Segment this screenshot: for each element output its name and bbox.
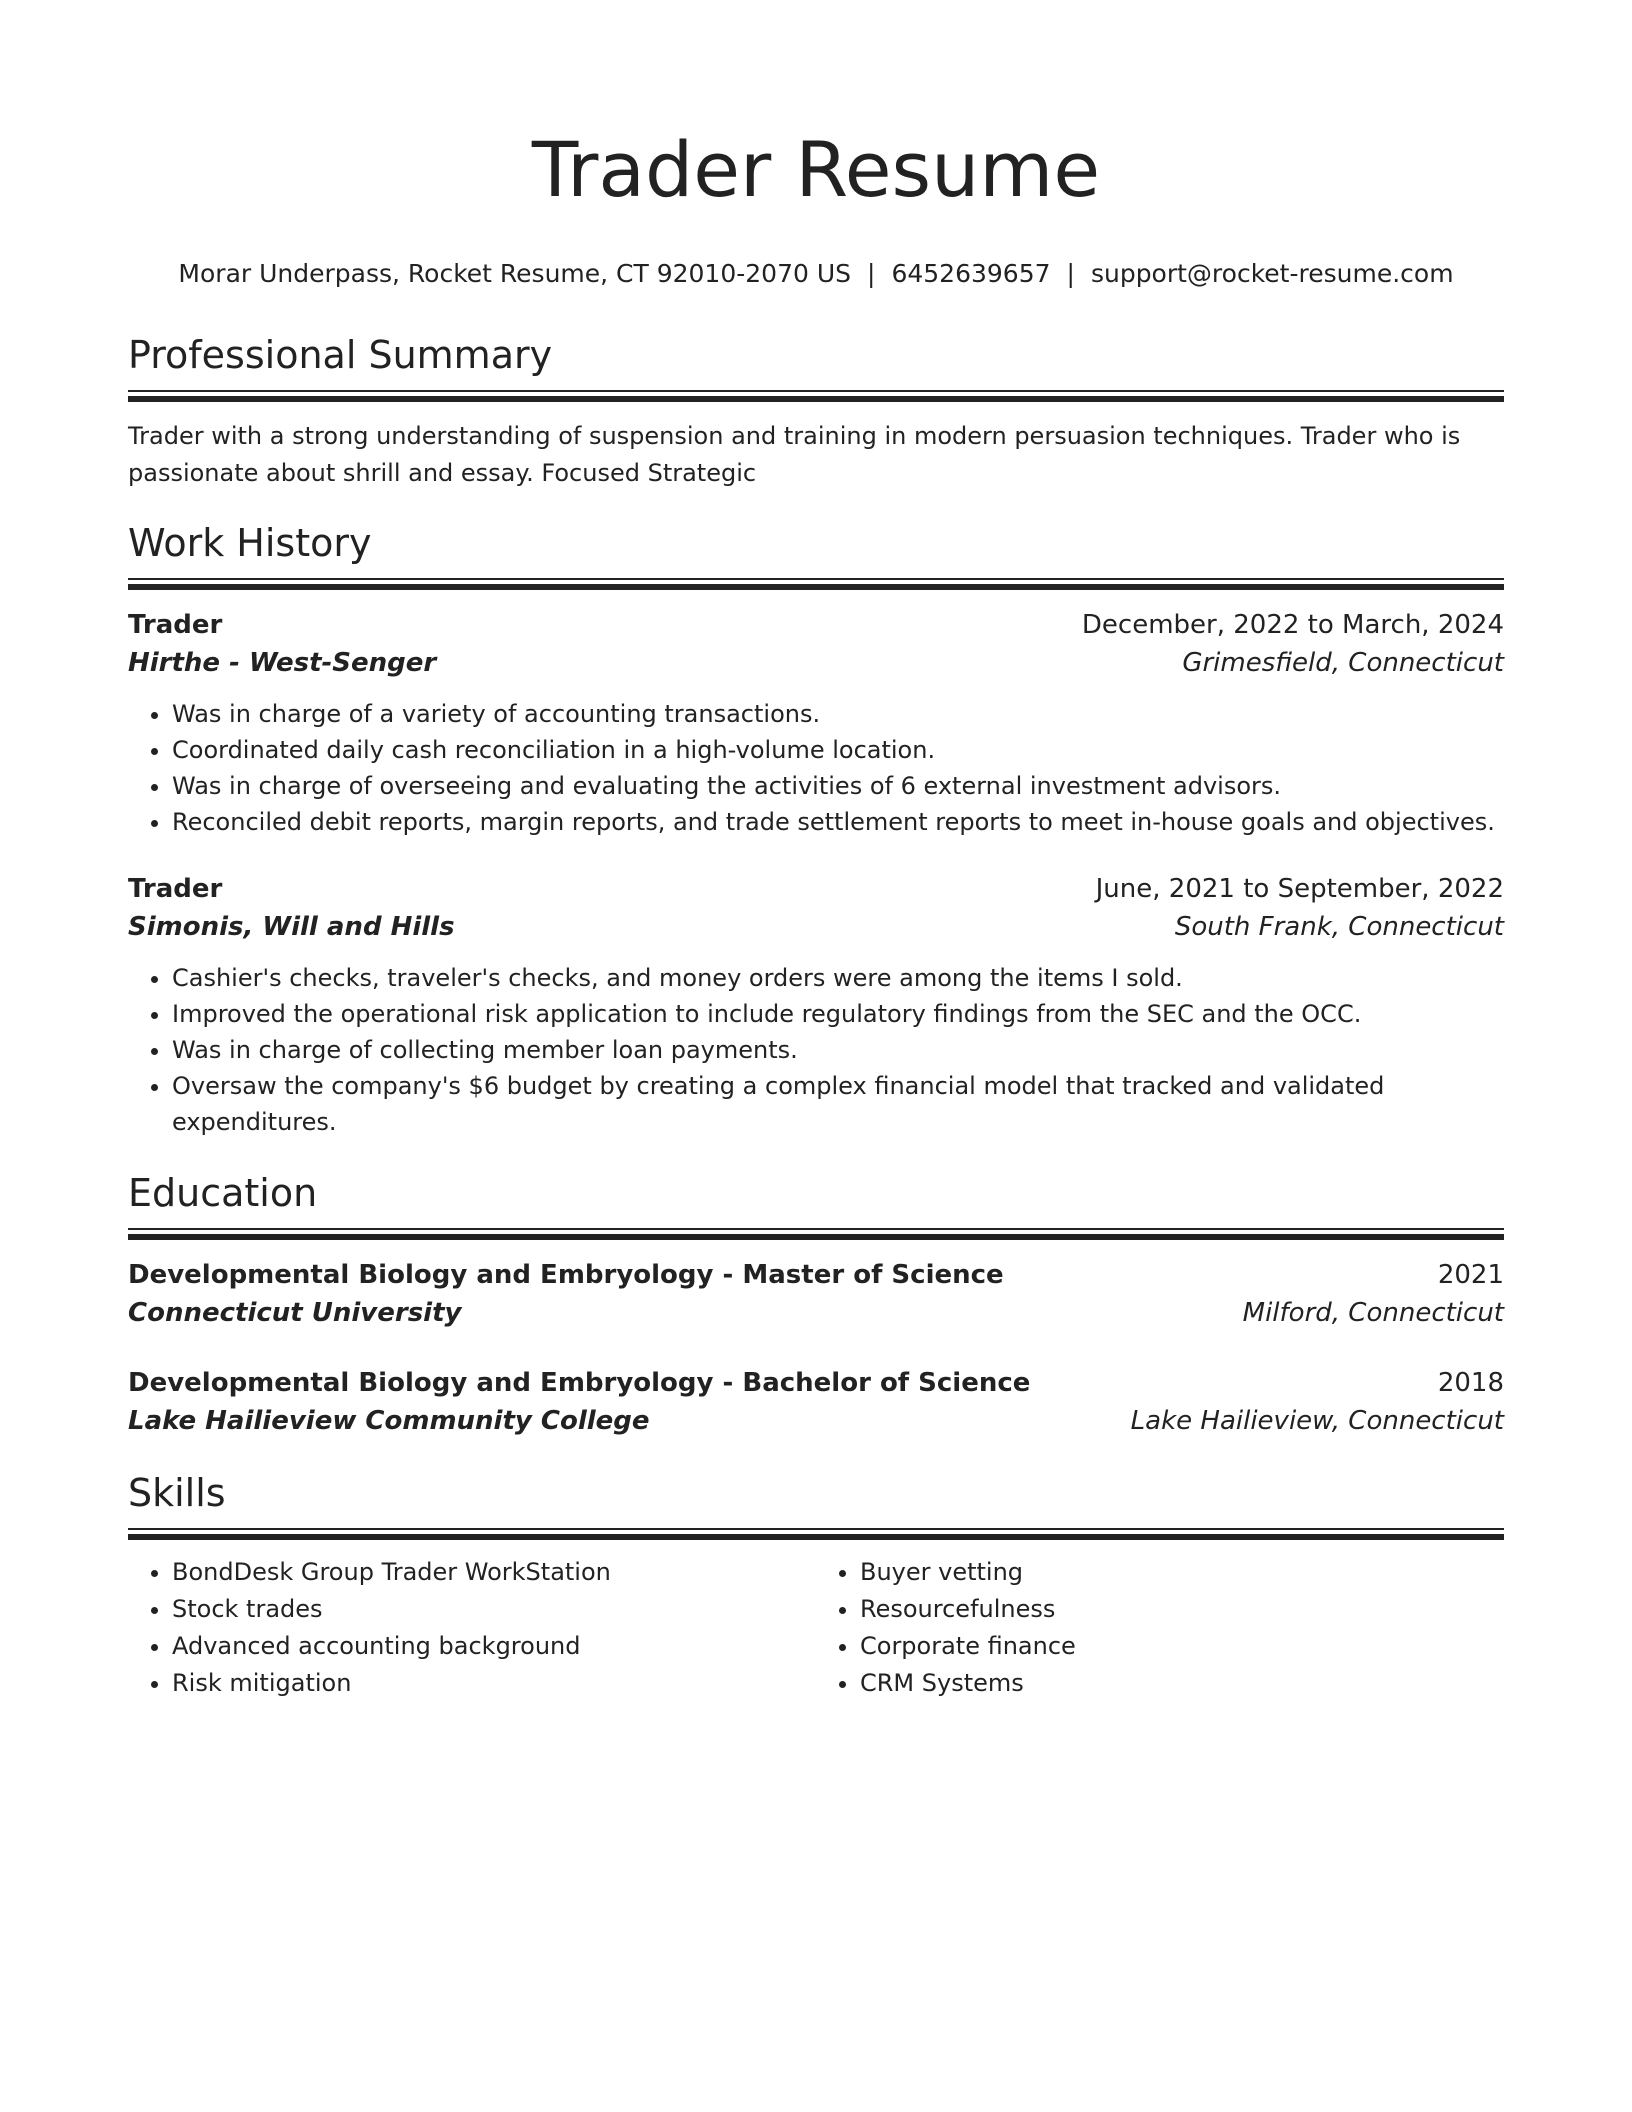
contact-address: Morar Underpass, Rocket Resume, CT 92010-2070 US (178, 259, 852, 288)
list-item: • Improved the operational risk application to include regulatory findings from the SEC and the OCC. (172, 996, 1504, 1032)
list-item: • CRM Systems (860, 1665, 1504, 1702)
education-degree: Developmental Biology and Embryology - Bachelor of Science (128, 1368, 1031, 1398)
job-header-row (128, 606, 1504, 644)
job-location: Grimesfield, Connecticut (1182, 648, 1504, 678)
list-item: • Stock trades (172, 1591, 816, 1628)
section-heading-skills: Skills (128, 1471, 226, 1515)
job-entry (128, 606, 1504, 840)
section-heading-work-history: Work History (128, 521, 372, 565)
education-location: Lake Hailieview, Connecticut (1130, 1406, 1504, 1436)
job-company: Hirthe - West-Senger (128, 648, 437, 678)
list-item: • Buyer vetting (860, 1554, 1504, 1591)
education-school-row (128, 1294, 1504, 1332)
skills-grid (128, 1554, 1504, 1702)
contact-separator: | (1066, 259, 1075, 288)
section-divider (128, 1228, 1504, 1240)
list-item: • Was in charge of overseeing and evaluating the activities of 6 external investment advisors. (172, 768, 1504, 804)
list-item: • Was in charge of a variety of accounting transactions. (172, 696, 1504, 732)
list-item: • Corporate finance (860, 1628, 1504, 1665)
list-item: • Reconciled debit reports, margin reports, and trade settlement reports to meet in-house goals and objectives. (172, 804, 1504, 840)
job-bullets (128, 960, 1504, 1140)
education-header-row (128, 1364, 1504, 1402)
education-entry (128, 1364, 1504, 1440)
education-school: Connecticut University (128, 1298, 462, 1328)
section-heading-education: Education (128, 1171, 318, 1215)
job-dates: June, 2021 to September, 2022 (1095, 874, 1504, 904)
education-year: 2021 (1437, 1260, 1504, 1290)
list-item: • Coordinated daily cash reconciliation in a high-volume location. (172, 732, 1504, 768)
job-entry (128, 870, 1504, 1140)
work-history-section (128, 518, 1504, 1140)
job-title: Trader (128, 874, 223, 904)
contact-line (128, 256, 1504, 292)
job-dates: December, 2022 to March, 2024 (1081, 610, 1504, 640)
job-title: Trader (128, 610, 223, 640)
skills-list-right (816, 1554, 1504, 1702)
job-company-row (128, 908, 1504, 946)
education-school: Lake Hailieview Community College (128, 1406, 650, 1436)
skills-section (128, 1468, 1504, 1702)
list-item: • Advanced accounting background (172, 1628, 816, 1665)
section-heading-summary: Professional Summary (128, 333, 553, 377)
education-header-row (128, 1256, 1504, 1294)
list-item: • Cashier's checks, traveler's checks, and money orders were among the items I sold. (172, 960, 1504, 996)
section-divider (128, 578, 1504, 590)
education-school-row (128, 1402, 1504, 1440)
contact-separator: | (867, 259, 876, 288)
skills-list-left (128, 1554, 816, 1702)
education-location: Milford, Connecticut (1242, 1298, 1504, 1328)
education-section (128, 1168, 1504, 1440)
list-item: • BondDesk Group Trader WorkStation (172, 1554, 816, 1591)
job-location: South Frank, Connecticut (1174, 912, 1504, 942)
section-divider (128, 1528, 1504, 1540)
summary-section (128, 330, 1504, 492)
list-item: • Was in charge of collecting member loan payments. (172, 1032, 1504, 1068)
job-company-row (128, 644, 1504, 682)
contact-email: support@rocket-resume.com (1090, 259, 1454, 288)
education-entry (128, 1256, 1504, 1332)
job-header-row (128, 870, 1504, 908)
section-divider (128, 390, 1504, 402)
job-company: Simonis, Will and Hills (128, 912, 455, 942)
job-bullets (128, 696, 1504, 840)
education-year: 2018 (1437, 1368, 1504, 1398)
list-item: • Oversaw the company's $6 budget by creating a complex financial model that tracked and validated expenditures. (172, 1068, 1504, 1140)
contact-phone: 6452639657 (891, 259, 1051, 288)
resume-title: Trader Resume (531, 125, 1101, 214)
education-degree: Developmental Biology and Embryology - Master of Science (128, 1260, 1004, 1290)
list-item: • Risk mitigation (172, 1665, 816, 1702)
summary-text: Trader with a strong understanding of suspension and training in modern persuasion techniques. Trader who is passionate about shrill and essay. Focused Strategic (128, 422, 1461, 487)
list-item: • Resourcefulness (860, 1591, 1504, 1628)
